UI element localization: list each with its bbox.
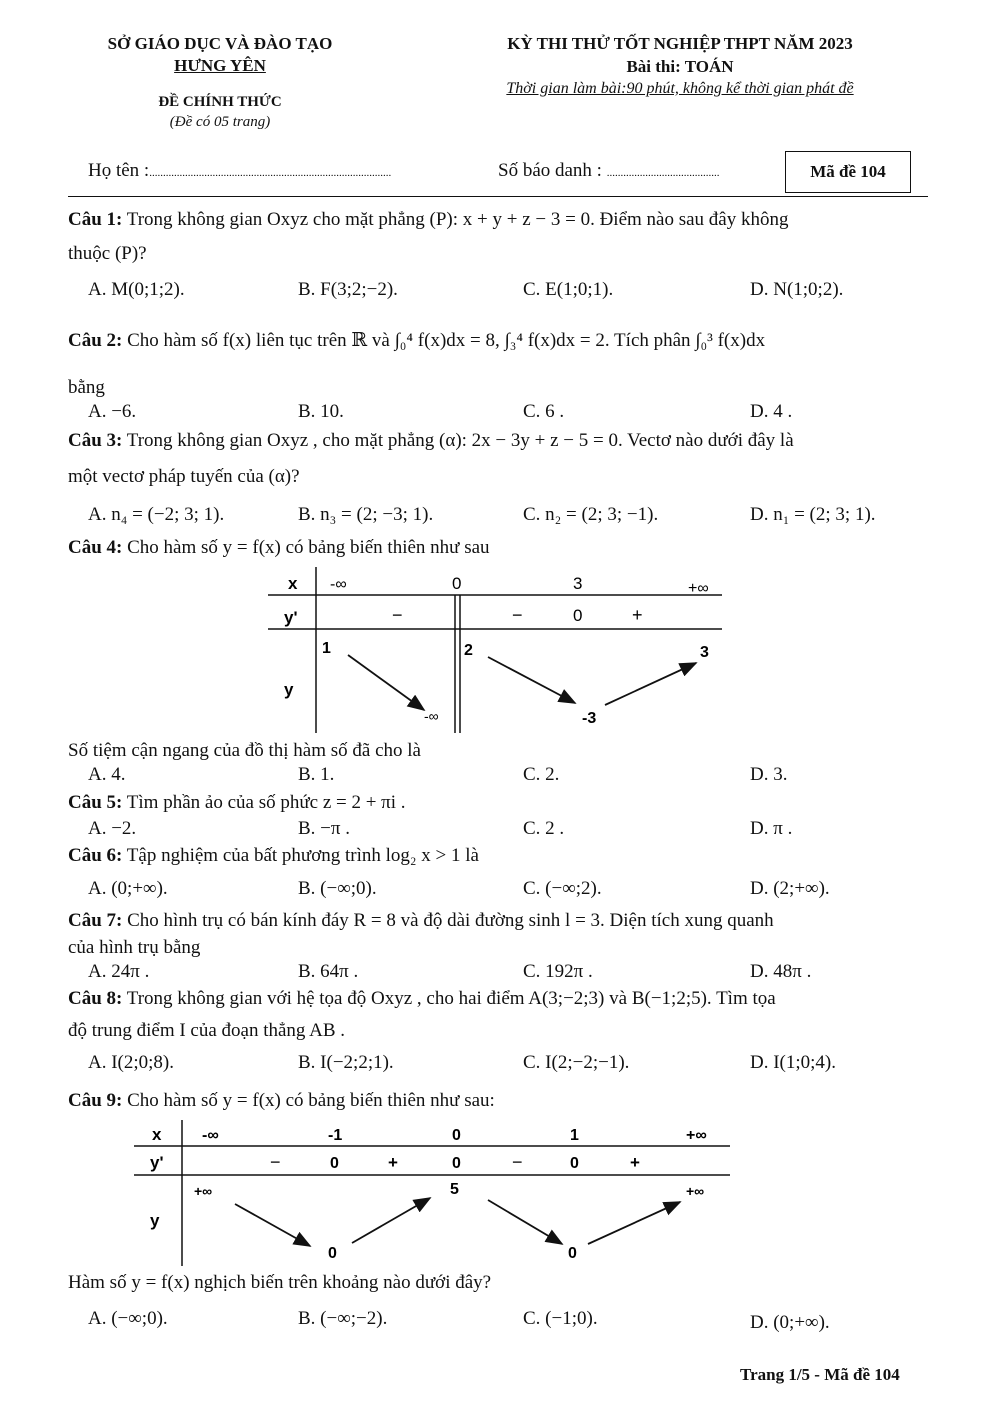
q2-option-a[interactable]: A. −6. — [88, 401, 137, 422]
question-8 — [68, 988, 776, 1010]
t4-arrow-up — [605, 663, 696, 705]
question-8-label: Câu 8: — [68, 988, 123, 1009]
question-4-label: Câu 4: — [68, 537, 123, 558]
question-6-text: Tập nghiệm của bất phương trình log₂ x > 1 là — [126, 845, 479, 866]
q7-option-d[interactable]: D. 48π . — [750, 961, 812, 982]
t4-sign-zero: 0 — [573, 606, 583, 625]
t9-arrow-up-2 — [588, 1202, 680, 1244]
question-3-text: Trong không gian Oxyz , cho mặt phẳng (α): 2x − 3y + z − 5 = 0. Vectơ nào dưới đây là — [126, 430, 794, 451]
q6-option-c[interactable]: C. (−∞;2). — [523, 878, 602, 899]
question-5-label: Câu 5: — [68, 792, 123, 813]
province-name: HƯNG YÊN — [174, 56, 266, 75]
q3-option-d[interactable]: D. n₁ = (2; 3; 1). — [750, 504, 876, 525]
question-6 — [68, 845, 479, 867]
t9-y-pos-inf-left: +∞ — [194, 1183, 213, 1199]
q8-option-d[interactable]: D. I(1;0;4). — [750, 1052, 837, 1073]
t9-yprime-label: y' — [150, 1153, 164, 1172]
t4-x-3: 3 — [573, 574, 583, 593]
t9-arrow-up-1 — [352, 1198, 430, 1243]
q9-option-a[interactable]: A. (−∞;0). — [88, 1308, 168, 1329]
q2-option-b[interactable]: B. 10. — [298, 401, 344, 422]
page-footer: Trang 1/5 - Mã đề 104 — [740, 1365, 900, 1384]
question-9-prompt: Hàm số y = f(x) nghịch biến trên khoảng nào dưới đây? — [68, 1272, 492, 1293]
t9-sign-zero-2: 0 — [452, 1155, 461, 1172]
q1-option-d[interactable]: D. N(1;0;2). — [750, 279, 844, 300]
q8-option-b[interactable]: B. I(−2;2;1). — [298, 1052, 394, 1073]
t9-sign-zero-3: 0 — [570, 1155, 579, 1172]
q6-option-a[interactable]: A. (0;+∞). — [88, 878, 168, 899]
question-7 — [68, 910, 774, 932]
question-2-text: Cho hàm số f(x) liên tục trên ℝ và ∫₀⁴ f(x)dx = 8, ∫₃⁴ f(x)dx = 2. Tích phân ∫₀³ f(x)dx — [127, 330, 766, 351]
q8-option-c[interactable]: C. I(2;−2;−1). — [523, 1052, 630, 1073]
t9-x-neg1: -1 — [328, 1127, 343, 1144]
question-9 — [68, 1090, 495, 1112]
q5-option-b[interactable]: B. −π . — [298, 818, 350, 839]
q3-option-a[interactable]: A. n₄ = (−2; 3; 1). — [88, 504, 225, 525]
q2-option-d[interactable]: D. 4 . — [750, 401, 793, 422]
t4-yprime-label: y' — [284, 608, 298, 627]
question-8-cont: độ trung điểm I của đoạn thẳng AB . — [68, 1020, 346, 1041]
t9-arrow-down-2 — [488, 1200, 562, 1244]
question-4-prompt: Số tiệm cận ngang của đồ thị hàm số đã cho là — [68, 740, 421, 761]
q6-option-b[interactable]: B. (−∞;0). — [298, 878, 377, 899]
question-5 — [68, 792, 406, 814]
t4-sign-3: + — [632, 605, 643, 625]
q7-option-c[interactable]: C. 192π . — [523, 961, 593, 982]
q1-option-a[interactable]: A. M(0;1;2). — [88, 279, 185, 300]
question-5-text: Tìm phần ảo của số phức z = 2 + πi . — [126, 792, 406, 813]
exam-code-box: Mã đề 104 — [785, 151, 911, 193]
q4-option-b[interactable]: B. 1. — [298, 764, 335, 785]
t4-y-3: 3 — [700, 644, 709, 661]
q9-option-d[interactable]: D. (0;+∞). — [750, 1312, 830, 1333]
q5-option-d[interactable]: D. π . — [750, 818, 793, 839]
question-1-cont: thuộc (P)? — [68, 243, 147, 264]
question-3 — [68, 430, 794, 452]
q7-option-b[interactable]: B. 64π . — [298, 961, 359, 982]
q5-option-a[interactable]: A. −2. — [88, 818, 137, 839]
question-7-label: Câu 7: — [68, 910, 123, 931]
candidate-number-line — [498, 160, 719, 182]
t4-x-0: 0 — [452, 574, 462, 593]
t4-x-neg-inf: -∞ — [330, 576, 347, 593]
q7-option-a[interactable]: A. 24π . — [88, 961, 150, 982]
q9-option-b[interactable]: B. (−∞;−2). — [298, 1308, 388, 1329]
question-2-cont: bằng — [68, 377, 105, 398]
question-8-text: Trong không gian với hệ tọa độ Oxyz , cho hai điểm A(3;−2;3) và B(−1;2;5). Tìm tọa — [126, 988, 776, 1009]
q3-option-c[interactable]: C. n₂ = (2; 3; −1). — [523, 504, 659, 525]
question-6-label: Câu 6: — [68, 845, 123, 866]
t4-arrow-down-2 — [488, 657, 575, 703]
duration-note: Thời gian làm bài:90 phút, không kể thời gian phát đề — [506, 80, 854, 97]
q6-option-d[interactable]: D. (2;+∞). — [750, 878, 830, 899]
subject-label: Bài thi: TOÁN — [626, 57, 734, 76]
candidate-number-dots: ......................................... — [606, 167, 720, 179]
official-label: ĐỀ CHÍNH THỨC — [158, 94, 282, 110]
question-2 — [68, 329, 765, 352]
q8-option-a[interactable]: A. I(2;0;8). — [88, 1052, 175, 1073]
department-name: SỞ GIÁO DỤC VÀ ĐÀO TẠO — [107, 34, 333, 53]
t4-sign-2: − — [512, 605, 523, 625]
q4-option-d[interactable]: D. 3. — [750, 764, 788, 785]
t4-y-1: 1 — [322, 640, 331, 657]
t9-y-0-left: 0 — [328, 1245, 337, 1262]
t4-y-2: 2 — [464, 642, 473, 659]
question-7-cont: của hình trụ bằng — [68, 937, 201, 958]
name-label: Họ tên : — [88, 160, 150, 181]
t9-arrow-down-1 — [235, 1204, 310, 1246]
q1-option-c[interactable]: C. E(1;0;1). — [523, 279, 614, 300]
question-2-label: Câu 2: — [68, 330, 123, 351]
t9-x-neg-inf: -∞ — [202, 1127, 219, 1144]
t9-sign-zero-1: 0 — [330, 1155, 339, 1172]
question-9-label: Câu 9: — [68, 1090, 123, 1111]
t4-y-neg-inf: -∞ — [424, 708, 439, 724]
t4-y-neg3: -3 — [582, 710, 597, 727]
name-line — [88, 160, 391, 182]
name-dots: ........................................................................................ — [149, 167, 392, 179]
t9-y-5: 5 — [450, 1181, 459, 1198]
question-1-text: Trong không gian Oxyz cho mặt phẳng (P): x + y + z − 3 = 0. Điểm nào sau đây không — [126, 209, 789, 230]
t4-sign-1: − — [392, 605, 403, 625]
t9-y-label: y — [150, 1211, 160, 1230]
t9-sign-3: − — [512, 1152, 523, 1172]
question-1-label: Câu 1: — [68, 209, 123, 230]
q3-option-b[interactable]: B. n₃ = (2; −3; 1). — [298, 504, 434, 525]
header-divider — [68, 196, 928, 197]
question-7-text: Cho hình trụ có bán kính đáy R = 8 và độ dài đường sinh l = 3. Diện tích xung quanh — [127, 910, 774, 931]
q4-option-a[interactable]: A. 4. — [88, 764, 126, 785]
variation-table-q4 — [260, 565, 740, 735]
t9-sign-4: + — [630, 1153, 640, 1172]
t9-x-pos-inf: +∞ — [686, 1127, 707, 1144]
t9-x-1: 1 — [570, 1127, 579, 1144]
t9-sign-1: − — [270, 1152, 281, 1172]
t4-y-label: y — [284, 680, 294, 699]
variation-table-q9 — [130, 1118, 735, 1268]
t4-arrow-down-1 — [348, 655, 424, 710]
q1-option-b[interactable]: B. F(3;2;−2). — [298, 279, 398, 300]
q5-option-c[interactable]: C. 2 . — [523, 818, 565, 839]
candidate-number-label: Số báo danh : — [498, 160, 602, 181]
question-3-cont: một vectơ pháp tuyến của (α)? — [68, 466, 300, 487]
t9-y-0-right: 0 — [568, 1245, 577, 1262]
question-3-label: Câu 3: — [68, 430, 123, 451]
q4-option-c[interactable]: C. 2. — [523, 764, 560, 785]
t9-sign-2: + — [388, 1153, 398, 1172]
t9-x-0: 0 — [452, 1127, 461, 1144]
question-4-text: Cho hàm số y = f(x) có bảng biến thiên như sau — [127, 537, 490, 558]
t9-y-pos-inf-right: +∞ — [686, 1183, 705, 1199]
t4-x-pos-inf: +∞ — [688, 580, 709, 597]
pages-note: (Đề có 05 trang) — [169, 114, 271, 130]
q2-option-c[interactable]: C. 6 . — [523, 401, 565, 422]
question-9-text: Cho hàm số y = f(x) có bảng biến thiên như sau: — [127, 1090, 495, 1111]
question-1 — [68, 209, 789, 231]
exam-title: KỲ THI THỬ TỐT NGHIỆP THPT NĂM 2023 — [507, 34, 853, 53]
q9-option-c[interactable]: C. (−1;0). — [523, 1308, 598, 1329]
question-4 — [68, 537, 490, 559]
t4-x-label: x — [288, 574, 298, 593]
t9-x-label: x — [152, 1125, 162, 1144]
